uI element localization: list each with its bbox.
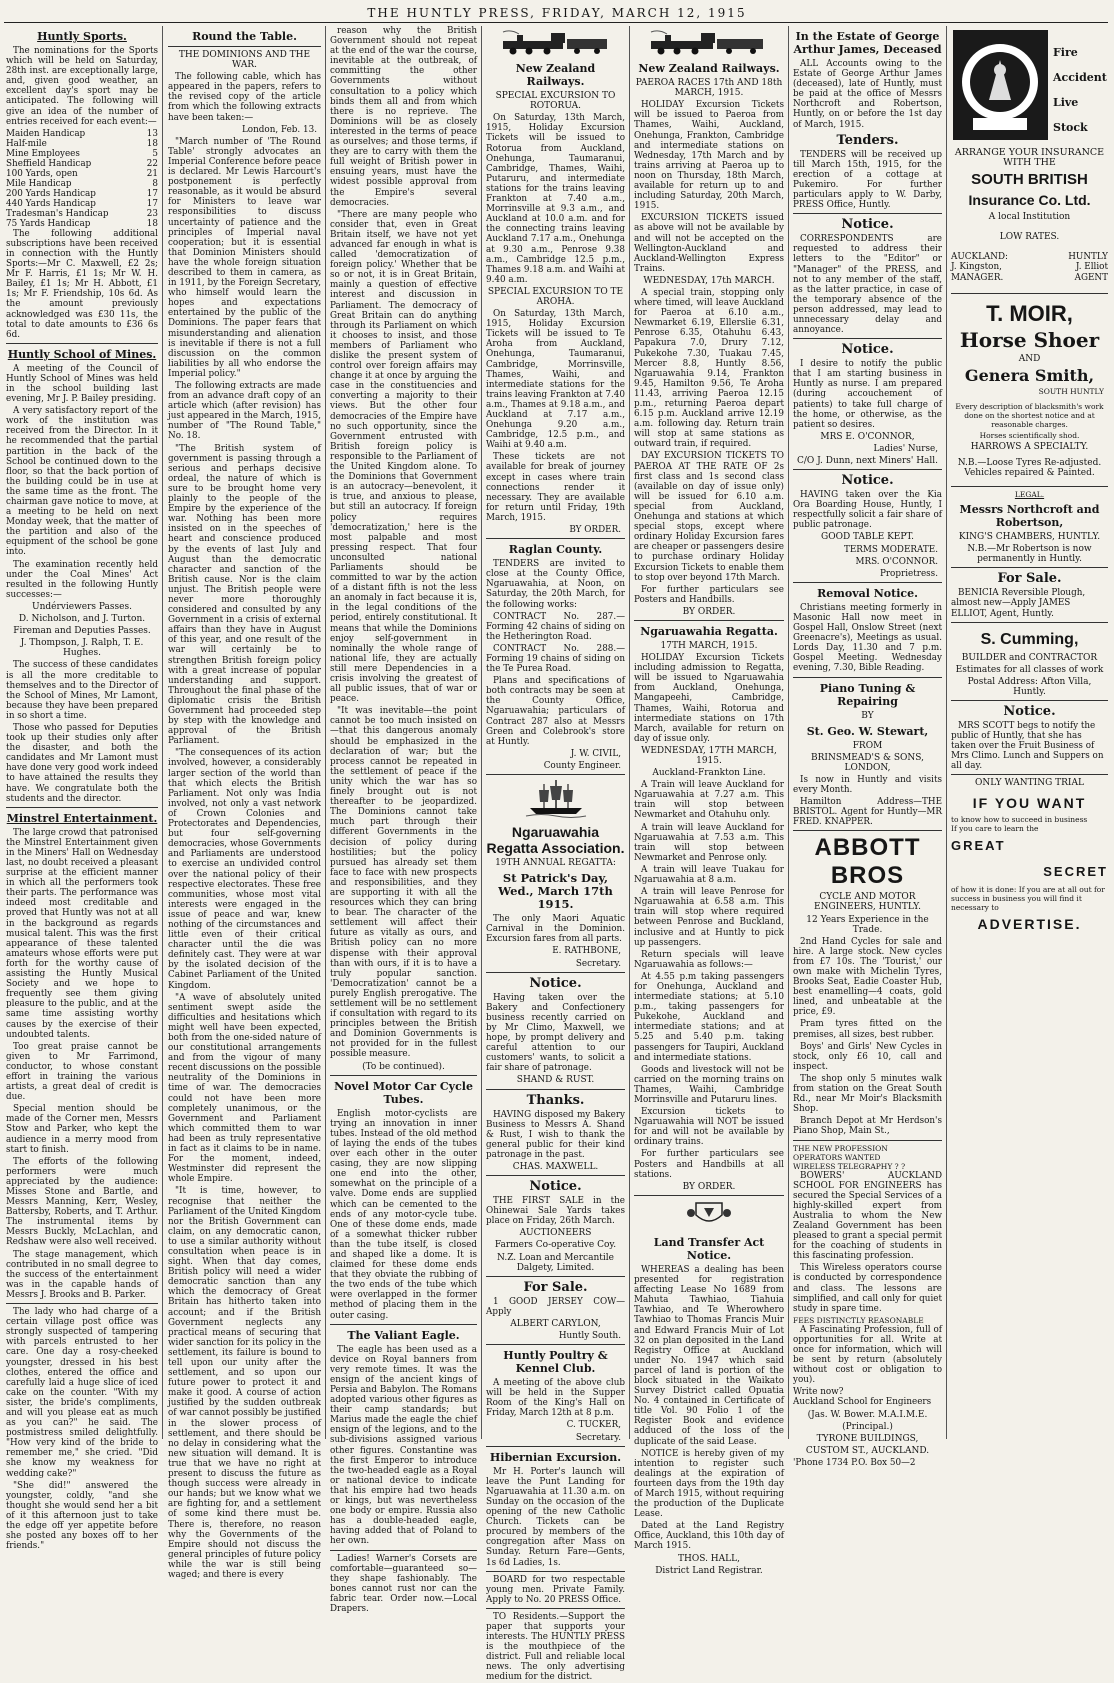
- moir-trade: Genera Smith,: [964, 365, 1095, 385]
- insurance-company: Insurance Co. Ltd.: [968, 192, 1091, 209]
- signature: District Land Registrar.: [655, 1565, 763, 1576]
- article-text: A train will leave Tuakau for Ngaruawahia at 8 a.m.: [634, 864, 784, 886]
- article-text: Pram tyres fitted on the premises, all sizes, best rubber.: [793, 1019, 942, 1040]
- article-text: The following extracts are made from an advance draft copy of an article which (after revision) has just appeared in the March, 1915, number of "The Round Table," No. 18.: [168, 381, 321, 442]
- article-title: Huntly Sports.: [37, 30, 127, 43]
- article-title: Raglan County.: [508, 543, 603, 557]
- profession-head: THE NEW PROFESSION: [793, 1143, 888, 1153]
- article-text: CONTRACT No. 288.—Forming 19 chains of siding on the Te Purea Road.: [486, 643, 625, 675]
- cumming-title: S. Cumming,: [980, 630, 1079, 648]
- article-text: HAVING taken over the Kia Ora Boarding House, Huntly, I respectfully solicit a fair share of public patronage.: [793, 490, 942, 531]
- article-text: Mr H. Porter's launch will leave the Punt Landing for Ngaruawahia at 11.30 a.m. on Sunday on the occasion of the opening of the new Catholic Church. Tickets can be procured by members of the congregation after Mass on Sunday. Return Fare—Gents, 1s 6d Ladies, 1s.: [486, 1466, 625, 1568]
- article-text: Too great praise cannot be given to Mr Farrimond, conductor, to whose constant effort in training the various artists, a great deal of credit is due.: [6, 1041, 158, 1103]
- advert-headline: IF YOU WANT: [972, 794, 1087, 811]
- article-title: New Zealand Railways.: [515, 62, 596, 89]
- article-text: A Fascinating Profession, full of opportunities for all. Write at once for information, which will be sent by return (absolutely without cost or obligation to you).: [793, 1324, 942, 1386]
- article-text: Dated at the Land Registry Office, Auckland, this 10th day of March 1915.: [634, 1521, 784, 1552]
- regatta-title: Ngaruawahia Regatta Association.: [486, 824, 625, 857]
- article-text: A Train will leave Auckland for Ngaruawahia at 7.27 a.m. This train will stop between Newmarket and Otahuhu only.: [634, 780, 784, 821]
- abbott-title: ABBOTT BROS: [814, 834, 921, 890]
- divider: [486, 1571, 625, 1572]
- divider: [634, 1195, 784, 1196]
- divider: [330, 1075, 477, 1076]
- article-text: DAY EXCURSION TICKETS TO PAEROA AT THE RATE OF 2s first class and 1s second class (available on day of issue only) will be issued for 6.10 a.m. special from Auckland, Onehunga and stations at which special stops, except where ordinary Holiday Excursion fares are cheaper or passengers desire to purchase ordinary Holiday Excursion Tickets to enable them to stop over beyond 17th March.: [634, 451, 784, 583]
- advert-headline: ADVERTISE.: [977, 915, 1082, 932]
- tuner-name: St. Geo. W. Stewart,: [806, 724, 929, 738]
- article-title: The Valiant Eagle.: [347, 1328, 460, 1342]
- column-3: [330, 26, 477, 1614]
- legal-nb: N.B.—Mr Robertson is now permanently in Huntly.: [967, 544, 1092, 565]
- article-text: "A wave of absolutely united sentiment swept aside the difficulties and hesitations which might well have been expected, both from the one-sided nature of our constitutional arrangements and from the vigour of many recent discussions on the possible neutrality of the Dominions in time of war. The democracies could not have been more completely unanimous, or the Government and Parliament which committed them to war had been as truly representative in fact as it claims to be in name. For the moment, indeed, Westminster did represent the whole Empire.: [168, 992, 321, 1185]
- article-text: TO Residents.—Support the paper that supports your interests. The HUNTLY PRESS is the mouthpiece of the district. Full and reliable local news. The only advertising medium for the district.: [486, 1611, 625, 1683]
- article-text: Plans and specifications of both contracts may be seen at the County Office, Ngaruawahia; particulars of Contract 287 also at Messrs Green and Colebrook's store at Huntly.: [486, 676, 625, 747]
- article-title: Huntly Poultry & Kennel Club.: [503, 1349, 608, 1376]
- subhead: AUCTIONEERS: [519, 1228, 592, 1239]
- masthead: THE HUNTLY PRESS, FRIDAY, MARCH 12, 1915: [367, 6, 747, 20]
- article-text: "It is time, however, to recognise that neither the Parliament of the United Kingdom nor the British Government can claim, on any democratic canon, to use a similar authority without consultation when peace is in sight. When that day comes, British policy will need a wider democratic sanction than any which the democracy of Great Britain has hitherto taken into account; and if the British Government neglects any practical means of securing that wider sanction for its policy in the settlement, its failure is bound to tell upon our unity after the settlement, and so upon our future power to protect it and make it good. A course of action justified by the sudden outbreak of war cannot possibly be justified in the slower process of settlement, and there should be no delay in considering what the new situation will demand. It is true that we have no right at present to discuss the future as though success were already in our hands; but we know what we are fighting for, and a settlement of some kind there must be. There is, therefore, no reason why the Governments of the Empire should not discuss the general principles of future policy while the war is still being waged; and there is every: [168, 1186, 321, 1580]
- subhead: BY: [861, 710, 874, 721]
- signature: MRS E. O'CONNOR,: [820, 431, 915, 442]
- moir-trade: Horse Shoer: [959, 327, 1100, 352]
- article-text: Excursion tickets to Ngaruawahia will NOT be issued for and will not be available by ordinary trains.: [634, 1107, 784, 1148]
- divider: [951, 774, 1108, 775]
- article-text: NOTICE is hereby given of my intention to register such dealings at the expiration of fourteen days from the 19th day of March 1915, without requiring the production of the Duplicate Lease.: [634, 1448, 784, 1520]
- auctioneer: Farmers Co-operative Coy.: [494, 1240, 617, 1251]
- article-title: Minstrel Entertainment.: [6, 811, 158, 825]
- article-text: "There are many people who consider that, even in Great Britain itself, we have not yet advanced far enough in what is called 'democratization of foreign policy.' Whether that be so or not, it is in Great Britain, mainly a question of effective interest and discussion in Parliament. The democracy of Great Britain can do anything through its Parliament on which it chooses to insist, and those members of Parliament who dislike the present system of control over foreign affairs may change it at once by arguing the case in the constituencies and converting a majority to their views. But the other four democracies of the Empire have no such opportunity, since the Government entrusted with British foreign policy is responsible to the Parliament of the United Kingdom alone. To the Dominions that Government is an autocracy—benevolent, it is true, and anxious to please, but still an autocracy. If foreign policy requires 'democratization,' here is the most palpable and most pressing respect. That four unconsulted national Parliaments should be committed to war by the action of a distant fifth is not the less an anomaly in fact because it is, in the legal conditions of the period, entirely constitutional. It means that while the Dominions enjoy self-government in nominally the whole range of national life, they are actually still mere Dependencies in a crisis involving the greatest of all public issues, that of war or peace.: [330, 209, 477, 705]
- article-text: The following cable, which has appeared in the papers, refers to the revised copy of the article from which the following extracts have been taken:—: [168, 72, 321, 123]
- cumming-sub: BUILDER and CONTRACTOR: [961, 652, 1098, 663]
- article-text: A train will leave Penrose for Ngaruawahia at 6.58 a.m. This train will stop where required between Penrose and Buckland, inclusive and at Huntly to pick up passengers.: [634, 887, 784, 948]
- signature: BY ORDER.: [682, 1181, 736, 1192]
- article-title: In the Estate of George Arthur James, Deceased: [793, 30, 942, 56]
- article-text: "The consequences of its action involved, however, a considerably larger section of the world than that which elects the British Parliament. Not only was India involved, not only a vast network of Crown Colonies and Protectorates and Dependencies, but four self-governing democracies, whose Governments and Parliaments are understood to exercise an undivided control over the national policy of their respective electorates. These free communities, whose most vital interests were engaged in the issue of peace and war, knew nothing of the circumstances and little even of their critical character until the die was definitely cast. They were at war by the isolated decision of the Cabinet Parliament of the United Kingdom.: [168, 748, 321, 991]
- profession-head: WIRELESS TELEGRAPHY ? ?: [793, 1161, 906, 1171]
- insurance-seal-icon: [953, 30, 1048, 140]
- subhead: WEDNESDAY, 17th MARCH.: [643, 275, 775, 286]
- article-text: Boys' and Girls' New Cycles in stock, only £6 10, call and inspect.: [793, 1041, 942, 1072]
- signature: J. W. CIVIL,: [570, 748, 621, 759]
- article-text: The large crowd that patronised the Minstrel Entertainment given in the Miners' Hall on Wednesday last, no doubt received a pleasant surprise at the efficient manner in which all the performers took their parts. The performance was indeed most creditable and proved that Huntly was not at all in the background as regards musical talent. This was the first appearance of these talented amateurs whose efforts were put forth for the worthy cause of assisting the Huntly Musical Society and we hope to frequently see them giving pleasure to the public, and at the same time assisting worthy causes by the exercise of their undoubted talents.: [6, 827, 158, 1040]
- moir-harrows: HARROWS A SPECIALTY.: [970, 441, 1089, 452]
- column-rule: [162, 26, 163, 1439]
- subhead: SPECIAL EXCURSION TO ROTORUA.: [495, 91, 616, 112]
- article-text: "It was inevitable—the point cannot be too much insisted on—that this dangerous anomaly should be emphasized in the declaration of war; but the process cannot be repeated in the settlement of peace if the unity which the war has so finely brought out is not thereafter to be jeopardized. The Dominions cannot take much part through their different Governments in the decision of policy during hostilities; but the policy pursued has already set them face to face with new prospects and responsibilities, and they are supporting it with all the resources which they can bring to bear. The character of the settlement will affect their future as vitally as ours, and British policy can no more dispense with their approval than with ours, if it is to have a truly popular sanction. 'Democratization' cannot be a purely English prerogative. The settlement will be no settlement if consultation with regard to its principles between the British and Dominion Governments is not provided for in the fullest possible measure.: [330, 706, 477, 1060]
- address: CUSTOM ST., AUCKLAND.: [805, 1445, 930, 1456]
- article-text: "She did!" answered the youngster, coldly, "and she thought she would send her a bit of it this afternoon just to take the edge off yer appetite before she posted any boxes off to her friends.": [6, 1480, 158, 1552]
- column-rule: [946, 26, 947, 1439]
- divider: [486, 538, 625, 539]
- insurance-logo-block: [951, 26, 1108, 146]
- divider: [951, 486, 1108, 487]
- table-row: Tradesman's Handicap 23: [6, 208, 158, 219]
- signature: (Jas. W. Bower. M.A.I.M.E.: [807, 1409, 928, 1420]
- article-text: Every description of blacksmith's work done on the shortest notice and at reasonable charges.: [955, 401, 1104, 429]
- column-5: [634, 26, 784, 1576]
- divider: [486, 1344, 625, 1345]
- article-text: Those who passed for Deputies took up their studies only after the disaster, and both the candidates and Mr Lamont must have done very good work indeed to have attained the results they have. We congratulate both the students and the director.: [6, 722, 158, 804]
- column-2: [168, 26, 321, 1580]
- article-text: BOARD for two respectable young men. Private Family. Apply to No. 20 PRESS Office.: [486, 1574, 625, 1605]
- article-text: On Saturday, 13th March, 1915, Holiday Excursion Tickets will be issued to Rotorua from Auckland, Onehunga, Taumaranui, Cambridge, Thames, Waihi, Putaruru, and intermediate stations for the trains leaving Frankton at 7.40 a.m., Morrinsville at 9.3 a.m., and Auckland at 10.0 a.m. and for the connecting trains leaving Auckland 7.17 a.m., Onehunga at 9.30 a.m., Penrose 9.38 a.m., Cambridge 12.5 p.m., Thames 9.18 a.m. and Waihi at 9.40 a.m.: [486, 113, 625, 285]
- advert-line: of how it is done: If you are at all out for success in business you will find it necessary to: [951, 884, 1105, 912]
- article-text: Christians meeting formerly in Masonic Hall now meet in Gospel Hall, Onslow Street (next Greenacre's), Meetings as usual. Lords Day, 11.30 and 7 p.m. Gospel Meeting. Wednesday evening, 7.30, Bible Reading.: [793, 602, 942, 674]
- divider: [330, 1550, 477, 1551]
- article-text: These tickets are not available for break of journey except in cases where train connections render it necessary. They are available for return until Friday, 19th March, 1915.: [486, 452, 625, 523]
- moir-location: SOUTH HUNTLY: [1038, 386, 1104, 396]
- notice-title: Notice.: [1003, 703, 1056, 719]
- insurance-local: A local Institution: [988, 212, 1071, 223]
- subhead: TERMS MODERATE.: [843, 544, 938, 555]
- article-text: A very satisfactory report of the work of the institution was received from the Director. In it he recommended that the partial partition in the back of the School be continued down to the floor, so that the back portion of the building could be in use at the same time as the front. The chairman gave notice to move, at a meeting to be held on next Monday week, that the matter of the partition and also of the equipment of the school be gone into.: [6, 406, 158, 558]
- names: D. Nicholson, and J. Turton.: [18, 614, 146, 625]
- article-text: "The British system of government is passing through a serious and perhaps decisive ordeal, the nature of which is sure to be brought home very plainly to the people of the Empire by the experience of the war. Nothing has been more insisted on in the speeches of heart and conscience produced by the events of last July and August than the democratic character and sanction of the British cause. Nor is the claim unjust. The British people were never more thoroughly considered and consulted by any Government in a crisis of external affairs than they have in August of this year, and one result of the war will certainly be to strengthen British foreign policy with a great increase of popular understanding and support. Throughout the final phase of the diplomatic crisis the British Government had proceeded step by step with the knowledge and approval of the British Parliament.: [168, 443, 321, 747]
- article-title: Removal Notice.: [817, 586, 918, 600]
- article-text: HOLIDAY Excursion Tickets including admission to Regatta, will be issued to Ngaruawahia from Auckland, Onehunga, Mangapeehi, Cambridge, Thames, Waihi, Rotorua and intermediate stations on 17th March, available for return on day of issue only.: [634, 653, 784, 744]
- article-text: A meeting of the above club will be held in the Supper Room of the King's Hall on Friday, March 12th at 8 p.m.: [486, 1378, 625, 1419]
- divider: [793, 582, 942, 583]
- column-7: [951, 26, 1108, 1441]
- article-text: The success of these candidates is all the more creditable to themselves and to the Director of the School of Mines, Mr Lamont, because they have been prepared in so short a time.: [6, 660, 158, 721]
- moir-shod: Horses scientifically shod.: [979, 430, 1080, 440]
- subhead: Write now?: [793, 1387, 844, 1398]
- table-row: Maiden Handicap 13: [6, 128, 158, 139]
- article-text: BOWERS' AUCKLAND SCHOOL FOR ENGINEERS has secured the Special Services of a highly-skilled expert from Australia to whom the New Zealand Government has been pleased to grant a special permit for the coaching of students in this fascinating profession.: [793, 1170, 942, 1262]
- subhead: SPECIAL EXCURSION TO TE AROHA.: [487, 286, 624, 307]
- signature: E. RATHBONE,: [552, 946, 621, 957]
- divider: [486, 1608, 625, 1609]
- article-text: Branch Depot at Mr Herdson's Piano Shop, Main St.,: [793, 1116, 942, 1137]
- address: 'Phone 1734 P.O. Box 50—2: [793, 1457, 916, 1468]
- article-text: On Saturday, 13th March, 1915, Holiday Excursion Tickets will be issued to Te Aroha from Auckland, Onehunga, Taumaranui, Cambridge, Morrinsville, Thames, Waihi, and intermediate stations for the trains leaving Frankton at 7.40 a.m., Thames at 9.18 a.m., and Auckland at 7.17 a.m., Onehunga 9.20 a.m., Cambridge, 12.5 p.m., and Waihi at 9.40 a.m.: [486, 309, 625, 451]
- article-text: ALL Accounts owing to the Estate of George Arthur James (deceased), late of Huntly, must be paid at the office of Messrs Northcroft and Robertson, Huntly, on or before the 1st day of March, 1915.: [793, 59, 942, 130]
- divider: [6, 807, 158, 808]
- article-text: The lady who had charge of a certain village post office was strongly suspected of tampering with parcels entrusted to her care. One day a rosy-cheeked youngster, dressed in his best clothes, entered the office and carefully laid a huge slice of iced cake on the counter. "With my sister, the bride's compliments, and will you please eat as much as you can?" he said. The postmistress smiled delightfully. "How very kind of the bride to remember me," she cried. "Did she know my weakness for wedding cake?": [6, 1307, 158, 1479]
- table-row: 75 Yards Handicap 18: [6, 218, 158, 229]
- article-text: Hamilton Address—THE BRISTOL. Agent for Huntly—MR FRED. KNAPPER.: [793, 797, 942, 828]
- article-text: "March number of 'The Round Table' strongly advocates an Imperial Conference before peace is declared. Mr Lewis Harcourt's postponement is perfectly reasonable, as it would be absurd for Ministers to leave war responsibilities to discuss uncertainty of patience and the principles of Imperial naval cooperation; but it is essential that Dominion Ministers should have the whole foreign situation described to them in camera, as in 1911, by the Foreign Secretary, who himself would learn the hopes and expectations entertained by the public of the Dominions. The paper fears that misunderstanding and alienation is inevitable if there is not a full discussion on the common liabilities by all who endorse the Imperial policy.": [168, 136, 321, 379]
- subhead: CYCLE AND MOTOR ENGINEERS, HUNTLY.: [814, 892, 921, 913]
- table-row: Sheffield Handicap 22: [6, 158, 158, 169]
- article-text: HAVING disposed my Bakery Business to Messrs A. Shand & Rust, I wish to thank the general public for their kind patronage in the past.: [486, 1109, 625, 1160]
- signature: ALBERT CARYLON,: [510, 1318, 601, 1329]
- profession-head: OPERATORS WANTED: [793, 1152, 881, 1162]
- article-text: THE FIRST SALE in the Ohinewai Sale Yards takes place on Friday, 26th March.: [486, 1196, 625, 1227]
- moir-and: AND: [1018, 353, 1041, 364]
- subhead: FEES DISTINCTLY REASONABLE: [793, 1315, 924, 1325]
- divider: [793, 469, 942, 470]
- insurance-contacts: AUCKLAND: HUNTLY: [951, 252, 1108, 263]
- article-title: Hibernian Excursion.: [489, 1450, 622, 1464]
- train-illustration: [486, 29, 625, 58]
- legal-firm: Messrs Northcroft and Robertson,: [959, 503, 1100, 530]
- sale-title: For Sale.: [523, 1279, 588, 1295]
- article-text: A meeting of the Council of Huntly School of Mines was held in the school building last evening, Mr J. P. Bailey presiding.: [6, 363, 158, 405]
- article-text: A special train, stopping only where timed, will leave Auckland for Paeroa at 6.10 a.m., Newmarket 6.19, Ellerslie 6.31, Penrose 6.35, Otahuhu 6.43, Papakura 7.0, Drury 7.12, Pukekohe 7.30, Tuakau 7.45, Mercer 8.8, Huntly 8.56, Ngaruawahia 9.14, Frankton 9.45, Hamilton 9.56, Te Aroha 11.43, arriving Paeroa 12.15 p.m., returning Paeroa depart 6.15 p.m. Auckland arrive 12.19 a.m. following day. Return train will stop at same stations as outward train, if required.: [634, 287, 784, 450]
- table-row: 200 Yards Handicap 17: [6, 188, 158, 199]
- article-text: Having taken over the Bakery and Confectionery business recently carried on by Mr Climo, Maxwell, we hope, by prompt delivery and careful attention to our customers' wants, to solicit a fair share of patronage.: [486, 992, 625, 1074]
- table-row: 100 Yards, open 21: [6, 168, 158, 179]
- divider: [793, 830, 942, 831]
- article-title: Round the Table.: [192, 30, 297, 43]
- divider: [6, 343, 158, 344]
- column-rule: [629, 26, 630, 1439]
- table-row: Half-mile 18: [6, 138, 158, 149]
- legal-address: KING'S CHAMBERS, HUNTLY.: [958, 532, 1101, 543]
- cumming-text: Estimates for all classes of work: [955, 664, 1104, 675]
- article-text: The stage management, which contributed in no small degree to the success of the entertainment was in the capable hands of Messrs J. Brooks and B. Parker.: [6, 1249, 158, 1300]
- article-text: reason why the British Government should not repeat at the end of the war the course, inevitable at the outbreak, of committing the other Governments without consultation to a policy which binds them all and from which there is no reprieve. The Dominions will be as closely interested in the terms of peace as ourselves; and those terms, if they are to carry with them the full weight of British power in ensuing years, must have the widest possible approval from the Empire's several democracies.: [330, 26, 477, 208]
- article-title: Land Transfer Act Notice.: [653, 1235, 765, 1262]
- train-icon: [501, 29, 611, 55]
- article-text: Ladies! Warner's Corsets are comfortable—guaranteed so—they shape fashionably. The bones cannot rust nor can the fabric tear. Order now.—Local Drapers.: [330, 1553, 477, 1614]
- article-text: The shop only 5 minutes walk from station on the Great South Rd., near Mr Moir's Blacksmith Shop.: [793, 1073, 942, 1115]
- signature: County Engineer.: [543, 760, 621, 771]
- article-text: For further particulars see Posters and Handbills at all stations.: [634, 1149, 784, 1180]
- divider: [486, 1446, 625, 1447]
- advert-headline: GREAT: [951, 837, 1006, 853]
- notice-title: Notice.: [529, 1179, 582, 1195]
- subhead: Fireman and Deputies Passes.: [13, 626, 151, 637]
- article-text: The following additional subscriptions have been received in connection with the Huntly Sports:—Mr C. Maxwell, £2 2s; Mr F. Harris, £1 1s; Mr W. H. Bailey, £1 1s; Mr H. Abbott, £1 1s; Mr F. Friendship, 10s 6d. As the amount previously acknowledged was £30 11s, the total to date amounts to £36 6s 6d.: [6, 228, 158, 340]
- address: TYRONE BUILDINGS,: [816, 1433, 919, 1444]
- tenders-title: Tenders.: [836, 132, 899, 148]
- divider: [486, 1089, 625, 1090]
- article-text: A train will leave Auckland for Ngaruawahia at 7.53 a.m. This train will stop between Newmarket and Penrose only.: [634, 822, 784, 863]
- divider: [168, 46, 321, 47]
- article-text: I desire to notify the public that I am starting business in Huntly as nurse. I am prepared (during accouchement of patients) to take full charge of the home, or otherwise, as the patient so desires.: [793, 359, 942, 430]
- signature: BY ORDER.: [682, 606, 736, 617]
- legal-head: LEGAL.: [1014, 490, 1045, 500]
- sale-title: For Sale.: [997, 571, 1062, 587]
- subhead: BRINSMEAD'S & SONS, LONDON,: [811, 752, 924, 773]
- subhead: FROM: [852, 740, 883, 751]
- subhead: WEDNESDAY, 17TH MARCH, 1915.: [641, 745, 777, 766]
- article-text: The nominations for the Sports which will be held on Saturday, 28th inst. are exceptionally large, and, given good weather, an excellent day's sport may be anticipated. The following will give an idea of the number of entries received for each event:—: [6, 46, 158, 127]
- subhead: GOOD TABLE KEPT.: [821, 532, 914, 543]
- signature: SHAND & RUST.: [516, 1075, 595, 1086]
- column-6: [793, 26, 942, 1468]
- subhead: 19TH ANNUAL REGATTA:: [495, 858, 616, 869]
- notice-title: Notice.: [841, 217, 894, 233]
- divider: [951, 567, 1108, 568]
- advert-headline: SECRET: [1043, 863, 1108, 879]
- signature: CHAS. MAXWELL.: [512, 1161, 599, 1172]
- divider: [634, 620, 784, 621]
- moir-nb: N.B.—Loose Tyres Re-adjusted. Vehicles repaired & Painted.: [957, 457, 1102, 478]
- article-text: CONTRACT No. 287.—Forming 42 chains of siding on the Hetherington Road.: [486, 611, 625, 642]
- names: J. Thompson, J. Ralph, T. E. Hughes.: [20, 638, 144, 659]
- divider: [6, 1303, 158, 1304]
- article-text: At 4.55 p.m taking passengers for Onehunga, Auckland and intermediate stations; at 5.10 p.m., taking passengers for Pukekohe, Auckland and intermediate stations; and at 5.25 and 5.40 p.m. taking passengers for Taupiri, Auckland and intermediate stations.: [634, 971, 784, 1063]
- insurance-contacts: MANAGER. AGENT: [951, 272, 1108, 283]
- divider: [486, 774, 625, 775]
- events-table: [6, 129, 158, 229]
- article-text: TENDERS will be received up till March 15th, 1915, for the erection of a cottage at Pukemiro. For further particulars apply to W. Darby, PRESS Office, Huntly.: [793, 149, 942, 211]
- divider: [486, 972, 625, 973]
- insurance-company: SOUTH BRITISH: [971, 171, 1088, 189]
- advert-line: If you care to learn the: [951, 823, 1039, 833]
- ship-illustration: [486, 778, 625, 821]
- signature: THOS. HALL,: [678, 1553, 740, 1564]
- article-text: EXCURSION TICKETS issued as above will not be available by and will not be accepted on the Wellington-Auckland and Auckland-Wellington Express Trains.: [634, 213, 784, 274]
- column-1: [6, 26, 158, 1552]
- subhead: Undérviewers Passes.: [32, 601, 132, 612]
- divider: [793, 677, 942, 678]
- article-title: Huntly School of Mines.: [7, 347, 157, 361]
- subhead: THE DOMINIONS AND THE WAR.: [178, 50, 311, 71]
- dateline: London, Feb. 13.: [241, 124, 317, 135]
- moir-title: T. MOIR,: [986, 300, 1073, 326]
- divider: [793, 338, 942, 339]
- article-text: WHEREAS a dealing has been presented for registration affecting Lease No 1689 from Mahuta Tawhiao, Tiahuia Tawhiao, and Te Wherowhero Tawhiao to Thomas Francis Muir and Edward Francis Muir of Lot 32 on plan deposited in the Land Registry Office at Auckland under No. 1947 which said parcel of land is portion of the block situated in the Waikato Survey District called Opuatia No. 4 contained in Certificate of title Vol. 90 Folio 1 of the Register Book and evidence adduced of the loss of the duplicate of the said Lease.: [634, 1264, 784, 1447]
- article-text: English motor-cyclists are trying an innovation in inner tubes. Instead of the old method of laying the ends of the tubes over each other in the outer casing, they are now slipping one end into the other, somewhat on the principle of a valve. Dome ends are supplied which can be cemented to the ends of any motor-cycle tube. One of these dome ends, made of a somewhat thicker rubber than the tube itself, is closed and shaped like a dome. It is claimed for these dome ends that they obviate the rubbing of the two ends of the tube which were overlapped in the former method of placing them in the outer casing.: [330, 1108, 477, 1321]
- insurance-rates: LOW RATES.: [999, 232, 1060, 243]
- signature: C/O J. Dunn, next Miners' Hall.: [796, 456, 939, 466]
- crest-icon: [686, 1199, 732, 1229]
- train-illustration: [634, 29, 784, 58]
- signature: BY ORDER.: [569, 525, 621, 536]
- subhead: PAEROA RACES 17th AND 18th MARCH, 1915.: [635, 78, 783, 99]
- table-row: Mile Handicap 8: [6, 178, 158, 189]
- continued-note: (To be continued).: [362, 1061, 445, 1072]
- column-4: [486, 26, 625, 1683]
- signature: Secretary.: [575, 958, 621, 969]
- article-title: Novel Motor Car Cycle Tubes.: [334, 1079, 473, 1106]
- signature: Huntly South.: [558, 1331, 621, 1341]
- article-text: The eagle has been used as a device on Royal banners from very remote times. It was the ensign of the ancient kings of Persia and Babylon. The Romans adopted various other figures as their camp standards; but Marius made the eagle the chief ensign of the legions, and to the sub-divisions assigned various other figures. Constantine was the first Emperor to introduce the two-headed eagle as a Royal or national device to indicate that his empire had two heads or kings, but was nevertheless one body or empire. Russia also has a double-headed eagle, having added that of Poland to her own.: [330, 1344, 477, 1547]
- article-text: The only Maori Aquatic Carnival in the Dominion. Excursion fares from all parts.: [486, 914, 625, 945]
- subhead: Auckland-Frankton Line.: [652, 768, 766, 779]
- article-title: Piano Tuning & Repairing: [819, 681, 916, 708]
- divider: [486, 1175, 625, 1176]
- thanks-title: Thanks.: [526, 1092, 585, 1108]
- article-text: The efforts of the following performers were much appreciated by the audience: Misses Stone and Bartle, and Messrs Manning, Kerr, Wesley, Battersby, Roberts, and T. Arthur. The instrumental items by Messrs Buckly, McLachlan, and Redshaw were also well received.: [6, 1156, 158, 1248]
- table-row: 440 Yards Handicap 17: [6, 198, 158, 209]
- divider: [486, 1276, 625, 1277]
- subhead: 12 Years Experience in the Trade.: [806, 914, 929, 935]
- insurance-lines: Fire Accident Live Stock: [1053, 46, 1107, 134]
- article-text: BENICIA Reversible Plough, almost new—Apply JAMES ELLIOT, Agent, Huntly.: [951, 588, 1086, 619]
- insurance-contacts: J. Kingston, J. Elliot: [951, 262, 1108, 273]
- article-text: The examination recently held under the Coal Mines' Act resulted in the following Huntly successes:—: [6, 559, 158, 600]
- auctioneer: N.Z. Loan and Mercantile Dalgety, Limited.: [497, 1252, 614, 1273]
- signature: Proprietress.: [879, 568, 938, 579]
- notice-title: Notice.: [529, 975, 582, 991]
- crest-illustration: [634, 1199, 784, 1232]
- signature: Secretary.: [575, 1432, 621, 1443]
- article-text: MRS SCOTT begs to notify the public of Huntly, that she has taken over the Fruit Business of Mrs Climo. Lunch and Suppers on all day.: [951, 720, 1104, 772]
- article-text: Special mention should be made of the Corner men, Messrs Stow and Parker, who kept the audience in a merry mood from start to finish.: [6, 1104, 158, 1155]
- article-text: 1 GOOD JERSEY COW—Apply: [486, 1296, 625, 1317]
- article-text: TENDERS are invited to close at the County Office, Ngaruawahia, at Noon, on Saturday, the 20th March, for the following works:: [486, 559, 625, 610]
- advert-line: ONLY WANTING TRIAL: [975, 778, 1084, 789]
- divider: [951, 622, 1108, 623]
- signature: Ladies' Nurse,: [873, 443, 938, 454]
- signature: (Principal.): [842, 1421, 893, 1432]
- column-rule: [325, 26, 326, 1439]
- divider: [951, 700, 1108, 701]
- article-text: This Wireless operators course is conducted by correspondence and class. The lessons are simplified, and call only for quiet study in spare time.: [793, 1263, 942, 1314]
- divider: [330, 1324, 477, 1325]
- column-rule: [788, 26, 789, 1439]
- subhead: 17TH MARCH, 1915.: [660, 640, 758, 651]
- article-text: Is now in Huntly and visits every Month.: [793, 774, 942, 795]
- ship-icon: [526, 778, 586, 818]
- article-text: HOLIDAY Excursion Tickets will be issued to Paeroa from Thames, Waihi, Auckland, Onehunga, Frankton, Cambridge and intermediate stations on Wednesday, 17th March and by trains arriving at Paeroa up to noon on Thursday, 18th March, available for return up to and including Saturday, 20th March, 1915.: [634, 100, 784, 212]
- divider: [793, 1140, 942, 1141]
- article-text: For further particulars see Posters and Handbills.: [634, 584, 784, 605]
- subhead: Auckland School for Engineers: [793, 1397, 932, 1408]
- masthead-rule: [4, 22, 1108, 23]
- divider: [793, 213, 942, 214]
- article-title: Ngaruawahia Regatta.: [640, 624, 778, 638]
- signature: C. TUCKER,: [566, 1420, 621, 1431]
- signature: MRS. O'CONNOR.: [855, 556, 938, 567]
- table-row: Mine Employees 5: [6, 148, 158, 159]
- notice-title: Notice.: [841, 473, 894, 489]
- cumming-address: Postal Address: Afton Villa, Huntly.: [967, 676, 1092, 697]
- column-rule: [481, 26, 482, 1439]
- insurance-arrange: ARRANGE YOUR INSURANCE WITH THE: [954, 147, 1105, 169]
- article-text: Return specials will leave Ngaruawahia as follows:—: [634, 949, 784, 970]
- article-title: New Zealand Railways.: [638, 62, 780, 76]
- divider: [951, 293, 1108, 294]
- advert-line: to know how to succeed in business: [951, 814, 1088, 824]
- article-text: 2nd Hand Cycles for sale and hire. A large stock. New cycles from £7 10s. The 'Tourist,' our own make with Michelin Tyres, Brooks Seat, Eadie Coaster Hub, best enamelling—4 coats, gold lined, and unbeatable at the price, £9.: [793, 936, 942, 1018]
- article-text: CORRESPONDENTS are requested to address their letters to the "Editor" or "Manager" of the PRESS, and not to any member of the staff, as the latter practice, in case of the temporary absence of the person addressed, may lead to unnecessary delay and annoyance.: [793, 234, 942, 336]
- notice-title: Notice.: [841, 342, 894, 358]
- regatta-date: St Patrick's Day, Wed., March 17th 1915.: [498, 871, 613, 912]
- article-text: Goods and livestock will not be carried on the morning trains on Thames, Waihi, Cambridge Morrinsville and Putaruru lines.: [634, 1064, 784, 1105]
- train-icon: [649, 29, 769, 55]
